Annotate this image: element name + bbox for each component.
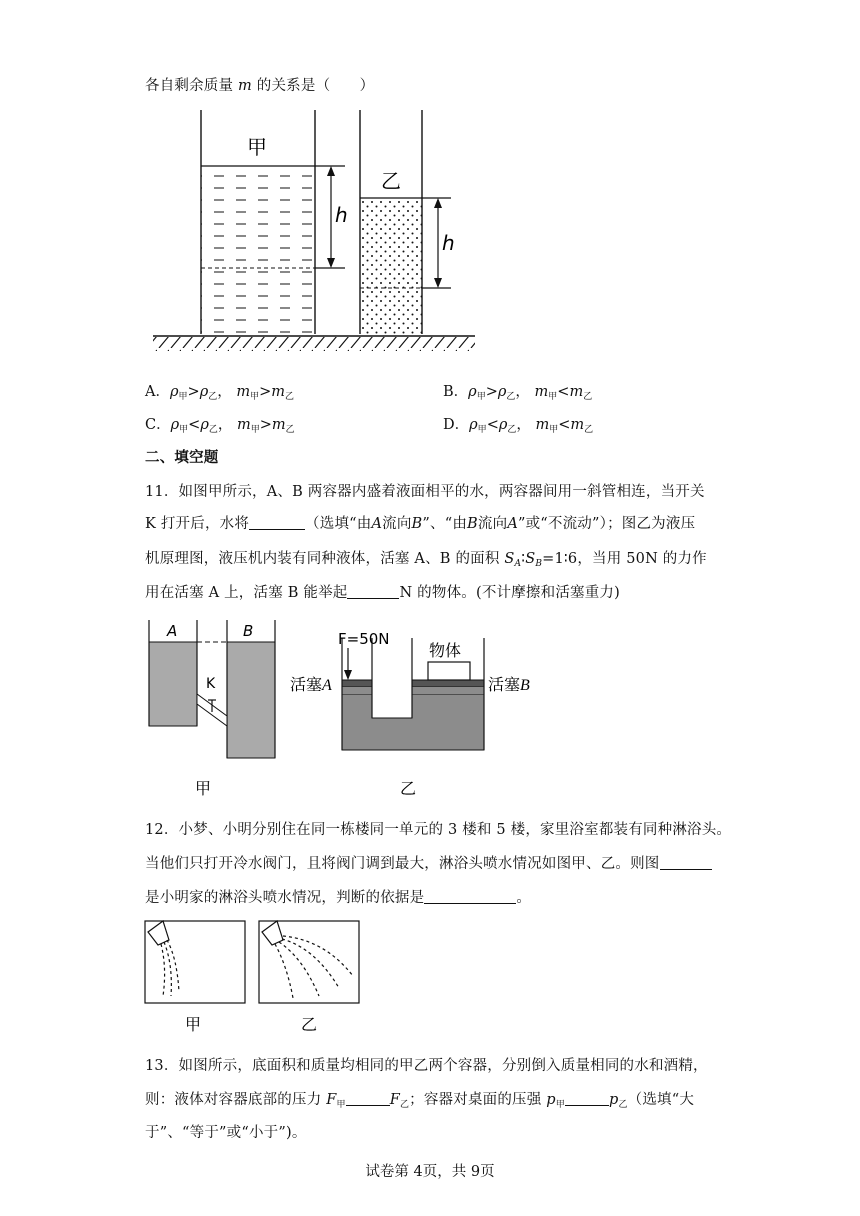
q13-blank-2[interactable] (565, 1091, 609, 1106)
yi-liquid (360, 198, 422, 334)
option-c[interactable]: C．$\rho_甲<\rho_乙$， $m_甲>m_乙$ (145, 417, 295, 435)
q12-line-1: 12．小梦、小明分别住在同一栋楼同一单元的 3 楼和 5 楼，家里浴室都装有同种淋浴头。 (145, 822, 732, 838)
jia-liquid (201, 166, 315, 334)
fig-yi-force-label: F=50N (338, 630, 390, 648)
q11-line-2: K 打开后，水将 （选填“由A流向B”、“由B流向A”或“不流动”）；图乙为液压 (145, 516, 696, 532)
option-d[interactable]: D．$\rho_甲<\rho_乙$， $m_甲<m_乙$ (443, 417, 594, 435)
q12-caption-jia: 甲 (185, 1015, 202, 1034)
q11-blank-2[interactable] (347, 584, 399, 599)
fig-jia-label-b: B (243, 622, 254, 640)
q13-blank-1[interactable] (346, 1091, 390, 1106)
q13-line-2: 则：液体对容器底部的压力 $F_甲$ $F_乙$；容器对桌面的压强 $p_甲$ $p_乙$（选填“大 (145, 1092, 695, 1110)
fig-jia-label-k: K (206, 676, 216, 692)
q10-figure (145, 110, 485, 356)
yi-h-label: h (442, 231, 455, 255)
q11-blank-1[interactable] (249, 515, 305, 530)
fig-jia-label-a: A (167, 622, 178, 640)
q11-figure-yi (288, 628, 548, 798)
q12-blank-2[interactable] (424, 889, 516, 904)
fig-jia-caption: 甲 (195, 779, 212, 798)
q11-figure-jia (145, 618, 285, 800)
fig-yi-object-label: 物体 (429, 641, 462, 660)
q10-stem-tail: 各自剩余质量 m 的关系是（ ） (145, 78, 375, 94)
jia-label: 甲 (247, 135, 267, 159)
yi-label: 乙 (381, 169, 401, 193)
section-title: 二、填空题 (145, 449, 219, 466)
q11-line-3: 机原理图，液压机内装有同种液体，活塞 A、B 的面积 $S_A∶S_B=1∶6$，当用 50N 的力作 (145, 551, 707, 569)
fig-yi-piston-b-label: 活塞B (488, 675, 530, 694)
fig-yi-caption: 乙 (400, 779, 417, 798)
q13-line-3: 于”、“等于”或“小于”)。 (145, 1125, 307, 1141)
q13-line-1: 13．如图所示，底面积和质量均相同的甲乙两个容器，分别倒入质量相同的水和酒精， (145, 1058, 708, 1074)
q12-line-3: 是小明家的淋浴头喷水情况，判断的依据是 。 (145, 890, 532, 906)
fig-yi-piston-a-label: 活塞A (290, 675, 332, 694)
page-footer: 试卷第 4页，共 9页 (365, 1164, 495, 1180)
option-a[interactable]: A．$\rho_甲>\rho_乙$， $m_甲>m_乙$ (145, 384, 295, 402)
q11-line-1: 11．如图甲所示，A、B 两容器内盛着液面相平的水，两容器间用一斜管相连，当开关 (145, 484, 705, 500)
option-b[interactable]: B．$\rho_甲>\rho_乙$， $m_甲<m_乙$ (443, 384, 593, 402)
jia-h-label: h (335, 203, 348, 227)
q12-blank-1[interactable] (660, 855, 712, 870)
q11-line-4: 用在活塞 A 上，活塞 B 能举起 N 的物体。(不计摩擦和活塞重力) (145, 585, 620, 601)
q12-caption-yi: 乙 (301, 1015, 318, 1034)
q12-line-2: 当他们只打开冷水阀门，且将阀门调到最大，淋浴头喷水情况如图甲、乙。则图 (145, 852, 712, 873)
q12-figure (143, 918, 373, 1036)
